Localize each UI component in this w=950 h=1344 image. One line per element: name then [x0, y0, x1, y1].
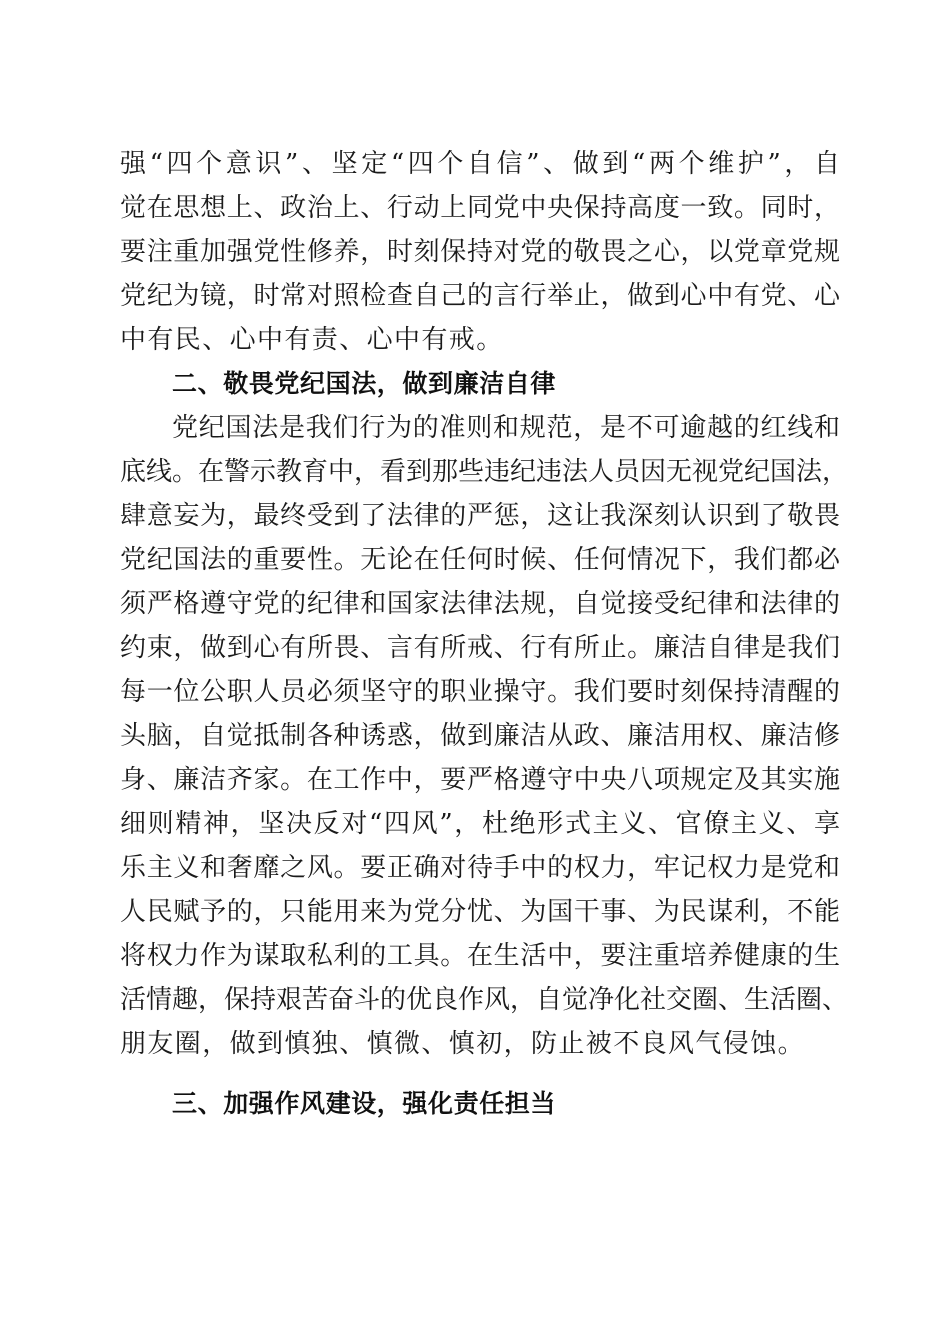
paragraph-2-line-4: 党纪国法的重要性。无论在任何时候、任何情况下，我们都必 [120, 545, 840, 575]
paragraph-1-line-5: 中有民、心中有责、心中有戒。 [120, 325, 504, 355]
paragraph-1-line-1: 强“四个意识”、坚定“四个自信”、做到“两个维护”，自 [120, 149, 840, 179]
paragraph-2-line-15: 朋友圈，做到慎独、慎微、慎初，防止被不良风气侵蚀。 [120, 1029, 806, 1059]
section-heading-2: 二、敬畏党纪国法，做到廉洁自律 [172, 369, 557, 398]
section-heading-3: 三、加强作风建设，强化责任担当 [172, 1089, 557, 1118]
paragraph-1-line-4: 党纪为镜，时常对照检查自己的言行举止，做到心中有党、心 [120, 281, 840, 311]
paragraph-2-line-1: 党纪国法是我们行为的准则和规范，是不可逾越的红线和 [172, 413, 840, 443]
paragraph-1-line-2: 觉在思想上、政治上、行动上同党中央保持高度一致。同时， [120, 193, 840, 223]
paragraph-2-line-13: 将权力作为谋取私利的工具。在生活中，要注重培养健康的生 [120, 941, 840, 971]
paragraph-2-line-5: 须严格遵守党的纪律和国家法律法规，自觉接受纪律和法律的 [120, 589, 840, 619]
paragraph-2-line-14: 活情趣，保持艰苦奋斗的优良作风，自觉净化社交圈、生活圈、 [120, 985, 849, 1015]
paragraph-2-line-9: 身、廉洁齐家。在工作中，要严格遵守中央八项规定及其实施 [120, 765, 840, 795]
paragraph-2-line-2: 底线。在警示教育中，看到那些违纪违法人员因无视党纪国法， [120, 457, 849, 487]
paragraph-2-line-10: 细则精神，坚决反对“四风”，杜绝形式主义、官僚主义、享 [120, 809, 840, 839]
paragraph-2-line-6: 约束，做到心有所畏、言有所戒、行有所止。廉洁自律是我们 [120, 633, 840, 663]
paragraph-2-line-11: 乐主义和奢靡之风。要正确对待手中的权力，牢记权力是党和 [120, 853, 840, 883]
paragraph-1-line-3: 要注重加强党性修养，时刻保持对党的敬畏之心，以党章党规 [120, 237, 840, 267]
paragraph-2-line-8: 头脑，自觉抵制各种诱惑，做到廉洁从政、廉洁用权、廉洁修 [120, 721, 840, 751]
paragraph-2-line-12: 人民赋予的，只能用来为党分忧、为国干事、为民谋利，不能 [120, 897, 840, 927]
paragraph-2-line-3: 肆意妄为，最终受到了法律的严惩，这让我深刻认识到了敬畏 [120, 501, 840, 531]
paragraph-2-line-7: 每一位公职人员必须坚守的职业操守。我们要时刻保持清醒的 [120, 677, 840, 707]
